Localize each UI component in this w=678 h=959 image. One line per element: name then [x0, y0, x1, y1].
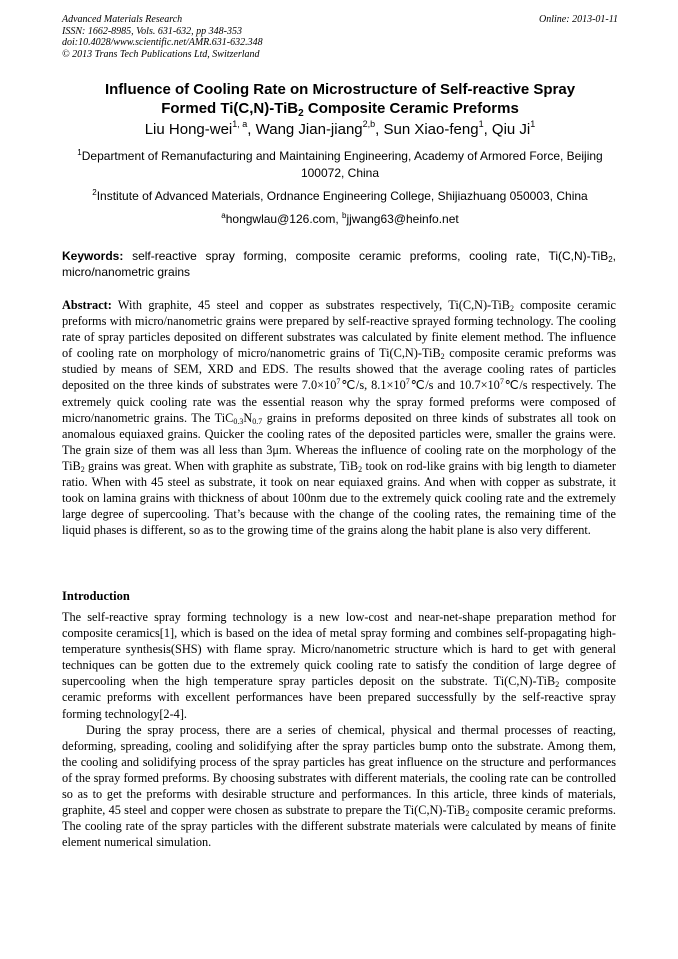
affiliation-1: $^1$Department of Remanufacturing and Maintaining Engineering, Academy of Armored Force, Beijing 100072, China [77, 148, 603, 180]
author-list: Liu Hong-wei$^{1, a}$, Wang Jian-jiang$^{2,b}$, Sun Xiao-feng$^1$, Qiu Ji$^1$ [144, 119, 536, 138]
title-line-1: Influence of Cooling Rate on Microstructure of Self-reactive Spray [104, 81, 576, 98]
affiliation-2: $^2$Institute of Advanced Materials, Ordnance Engineering College, Shijiazhuang 050003, China [92, 188, 588, 203]
keywords-label: Keywords: [62, 249, 124, 263]
author-name: Wang Jian-jiang [255, 121, 363, 138]
section-heading-introduction: Introduction [62, 589, 130, 603]
paragraph: During the spray process, there are a series of chemical, physical and thermal processes of reacting, deforming, spreading, cooling and solidifying after the spray particles bump onto the substrate. Among them, the cooling and solidifying process of the spray particles has great influence on the structure and performances of the spray formed preforms. By choosing substrates with different materials, the cooling rate can be controlled so as to get the preforms with desirable structure and performances. In this article, three kinds of materials, graphite, 45 steel and copper were chosen as substrate to prepare the Ti(C,N)-TiB$_2$ composite ceramic preforms. The cooling rate of the spray particles with the different substrate materials were calculated by means of finite element numerical simulation. [62, 722, 616, 850]
email-link: jjwang63@heinfo.net [346, 212, 459, 226]
introduction-body [62, 609, 616, 850]
paper-title [62, 80, 618, 118]
keywords: Keywords: self-reactive spray forming, composite ceramic preforms, cooling rate, Ti(C,N)-TiB$_2$, micro/nanometric grains [62, 249, 616, 279]
email-link: hongwlau@126.com [225, 212, 336, 226]
journal-header [62, 14, 618, 60]
author-name: Liu Hong-wei [144, 121, 233, 138]
journal-name: Advanced Materials Research [62, 14, 183, 25]
issn-line: ISSN: 1662-8985, Vols. 631-632, pp 348-353 [62, 25, 242, 37]
title-line-2: Formed Ti(C,N)-TiB$_2$ Composite Ceramic Preforms [161, 100, 519, 119]
online-date: Online: 2013-01-11 [539, 14, 618, 25]
doi-line: doi:10.4028/www.scientific.net/AMR.631-632.348 [62, 37, 263, 48]
abstract: Abstract: With graphite, 45 steel and copper as substrates respectively, Ti(C,N)-TiB$_2$ composite ceramic preforms with micro/nanometric grains were prepared by self-reactive sprayed forming technology. The cooling rate of spray particles deposited on different substrates was calculated by finite element method. The influence of cooling rate on morphology of micro/nanometric grains of Ti(C,N)-TiB$_2$ composite ceramic preforms was studied by means of SEM, XRD and EDS. The results showed that the average cooling rates of particles deposited on the three kinds of substrates were $7.0\times 10^7℃/s$, $8.1\times 10^7℃/s$ and $10.7\times 10^7℃/s$ respectively. The extremely quick cooling rate was the essential reason why the spray formed preforms were composed of micro/nanometric grains. The $TiC_{0.3}N_{0.7}$ grains in preforms deposited on three kinds of substrates all took on anomalous equiaxed grains. Quicker the cooling rates of the deposited particles were, smaller the grains were. The grain size of them was all less than 3μm. Whereas the influence of cooling rate on the morphology of the TiB$_2$ grains was great. When with graphite as substrate, TiB$_2$ took on rod-like grains with big length to diameter ratio. When with 45 steel as substrate, it took on near equiaxed grains. And when with copper as substrate, it took on lamina grains with thickness of about 100nm due to the extremely quick cooling rate and the extremely large degree of supercooling. That’s because with the change of the cooling rates, the remaining time of the liquid phases is different, so as to the growing time of the grains along the habit plane is also very different. [62, 298, 617, 538]
copyright-line: © 2013 Trans Tech Publications Ltd, Switzerland [62, 48, 260, 60]
abstract-label: Abstract: [62, 298, 112, 312]
author-emails: $^a$hongwlau@126.com, $^b$jjwang63@heinfo.net [221, 211, 459, 226]
paragraph: The self-reactive spray forming technology is a new low-cost and near-net-shape preparation method for composite ceramics[1], which is based on the idea of metal spray forming and combines self-propagating high-temperature synthesis(SHS) with flame spray. Micro/nanometric structure which is hard to get with general techniques can be gotten due to the extremely quick cooling rate to satisfy the condition of large degree of supercooling when the high temperature spray particles deposit on the substrate. Ti(C,N)-TiB$_2$ composite ceramic preforms with excellent performances have been prepared successfully by the self-reactive spray forming technology[2-4]. [62, 610, 616, 721]
author-name: Sun Xiao-feng [383, 121, 479, 138]
author-name: Qiu Ji [491, 121, 531, 138]
